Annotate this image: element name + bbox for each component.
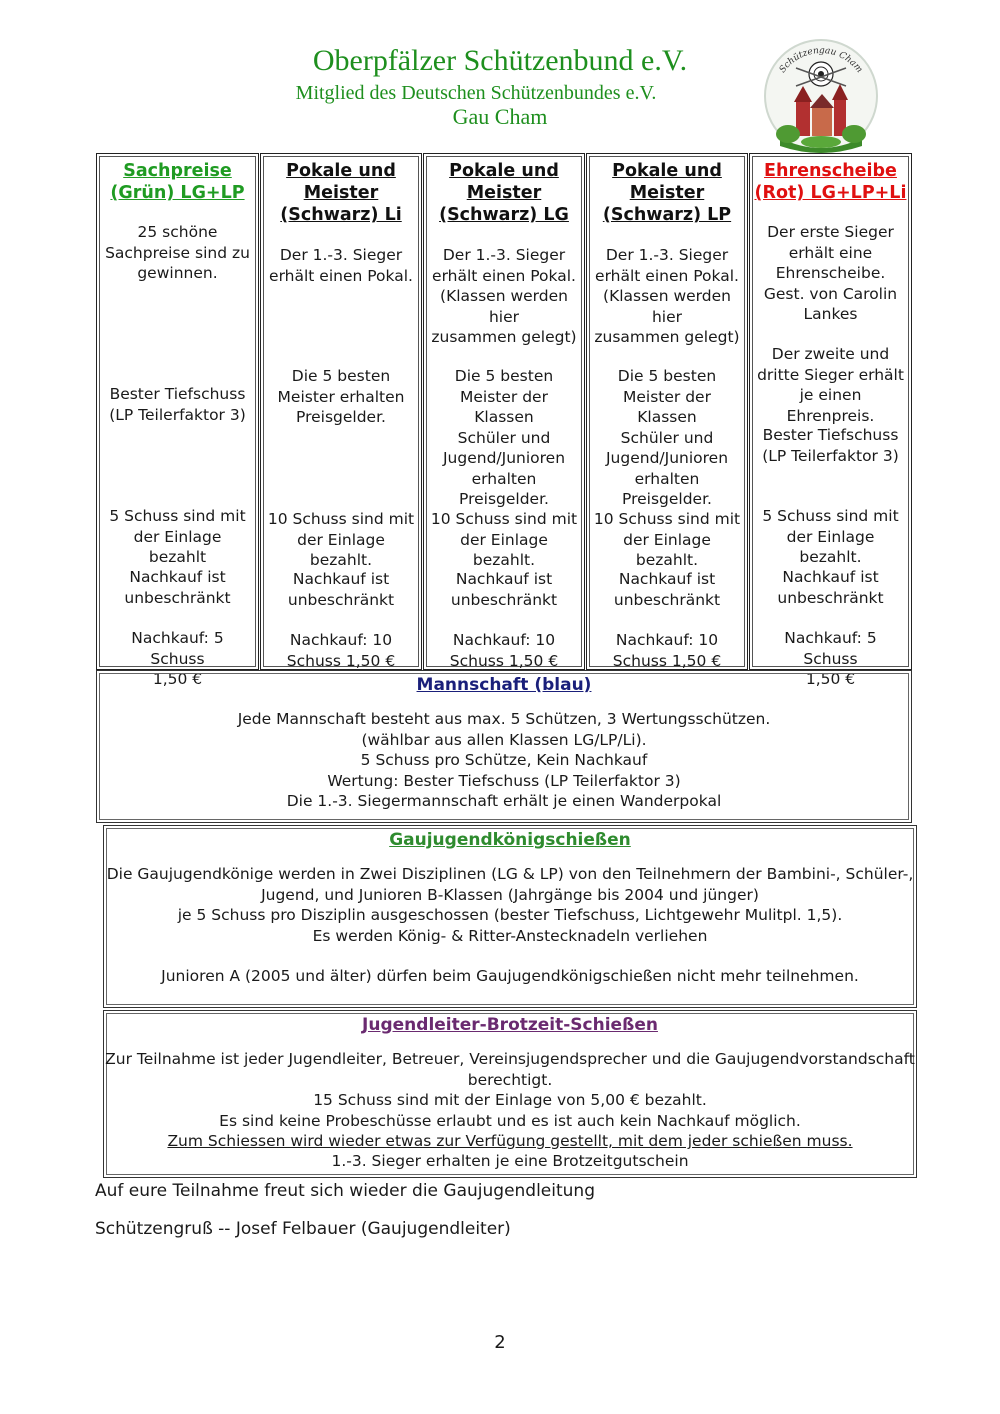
underlined-note: Zum Schiessen wird wieder etwas zur Verfügung gestellt, mit dem jeder schießen muss. (167, 1132, 853, 1151)
koenigschiessen-section (103, 825, 917, 1008)
text-block: 25 schöne Sachpreise sind zu gewinnen. (105, 223, 250, 282)
text-block: Bester Tiefschuss (LP Teilerfaktor 3) (762, 426, 899, 465)
text-block: 10 Schuss sind mit der Einlage bezahlt. (593, 510, 741, 569)
column-title: Sachpreise (Grün) LG+LP (110, 161, 245, 203)
text-block: Der zweite und dritte Sieger erhält je einen Ehrenpreis. (757, 345, 904, 425)
section-title: Mannschaft (blau) (416, 675, 592, 695)
text-block: Die 5 besten Meister der Klassen Schüler und Jugend/Junioren erhalten Preisgelder. (605, 367, 729, 508)
section-title: Jugendleiter-Brotzeit-Schießen (362, 1015, 658, 1035)
org-subtitle: Mitglied des Deutschen Schützenbundes e.V. (295, 82, 657, 104)
section-body: Jede Mannschaft besteht aus max. 5 Schützen, 3 Wertungsschützen. (wählbar aus allen Klassen LG/LP/Li). 5 Schuss pro Schütze, Kein Nachkauf Wertung: Bester Tiefschuss (LP Teilerfaktor 3) Die 1.-3. Siegermannschaft erhält je einen Wanderpokal (237, 710, 771, 811)
text-block: Nachkauf: 10 Schuss 1,50 € (286, 631, 396, 670)
column-pokale-lp (586, 153, 748, 670)
column-ehrenscheibe (749, 153, 912, 688)
text-block: 5 Schuss sind mit der Einlage bezahlt (109, 507, 246, 566)
letterhead (0, 0, 1000, 150)
text-block: Der 1.-3. Sieger erhält einen Pokal. (Klassen werden hier zusammen gelegt) (594, 246, 740, 346)
column-sachpreise (96, 153, 259, 688)
text-block: 10 Schuss sind mit der Einlage bezahlt. (267, 510, 415, 569)
text-block: Nachkauf ist unbeschränkt (613, 570, 721, 609)
logo-text: Schützengau Cham (777, 45, 865, 75)
org-title: Oberpfälzer Schützenbund e.V. (312, 44, 688, 77)
text-block: Nachkauf ist unbeschränkt (287, 570, 395, 609)
text-block: 5 Schuss sind mit der Einlage bezahlt. (762, 507, 899, 566)
club-logo (758, 38, 884, 156)
brotzeit-section (103, 1010, 917, 1178)
text-block: Die 5 besten Meister der Klassen Schüler und Jugend/Junioren erhalten Preisgelder. (442, 367, 566, 508)
column-title: Pokale und Meister (Schwarz) LP (602, 161, 732, 225)
text-block: Nachkauf: 5 Schuss 1,50 € (131, 629, 224, 688)
text-block: Der 1.-3. Sieger erhält einen Pokal. (Klassen werden hier zusammen gelegt) (431, 246, 577, 346)
column-title: Pokale und Meister (Schwarz) LG (439, 161, 569, 225)
text-block: Bester Tiefschuss (LP Teilerfaktor 3) (109, 385, 246, 424)
text-block: Nachkauf ist unbeschränkt (450, 570, 558, 609)
page-number: 2 (494, 1332, 506, 1353)
column-title: Pokale und Meister (Schwarz) Li (280, 161, 402, 225)
column-pokale-lg (423, 153, 585, 670)
text-block: Nachkauf: 10 Schuss 1,50 € (449, 631, 559, 670)
section-title: Gaujugendkönigschießen (389, 830, 631, 850)
closing-line: Auf eure Teilnahme freut sich wieder die Gaujugendleitung (95, 1181, 595, 1201)
text-block: Nachkauf ist unbeschränkt (124, 568, 231, 607)
text-block: Nachkauf: 10 Schuss 1,50 € (612, 631, 722, 670)
region-name: Gau Cham (452, 104, 548, 129)
text-block: Nachkauf: 5 Schuss 1,50 € (784, 629, 877, 688)
signature-line: Schützengruß -- Josef Felbauer (Gaujugendleiter) (95, 1219, 511, 1239)
column-pokale-li (260, 153, 422, 670)
text-block: Die 5 besten Meister erhalten Preisgelder. (277, 367, 405, 426)
text-block: Nachkauf ist unbeschränkt (777, 568, 884, 607)
section-body: Die Gaujugendkönige werden in Zwei Disziplinen (LG & LP) von den Teilnehmern der Bambini-, Schüler-, Jugend, und Junioren B-Klassen (Jahrgänge bis 2004 und jünger) je 5 Schuss pro Disziplin ausgeschossen (bester Tiefschuss, Lichtgewehr Mulitpl. 1,5). Es werden König- & Ritter-Anstecknadeln verliehen Junioren A (2005 und älter) dürfen beim Gaujugendkönigschießen nicht mehr teilnehmen. (106, 865, 914, 986)
column-title: Ehrenscheibe (Rot) LG+LP+Li (754, 161, 907, 203)
text-block: Der erste Sieger erhält eine Ehrenscheibe. Gest. von Carolin Lankes (763, 223, 898, 323)
section-body: Zur Teilnahme ist jeder Jugendleiter, Betreuer, Vereinsjugendsprecher und die Gaujugendvorstandschaft berechtigt. 15 Schuss sind mit der Einlage von 5,00 € bezahlt. Es sind keine Probeschüsse erlaubt und es ist auch kein Nachkauf möglich. Zum Schiessen wird wieder etwas zur Verfügung gestellt, mit dem jeder schießen muss. 1.-3. Sieger erhalten je eine Brotzeitgutschein (105, 1050, 915, 1171)
text-block: 10 Schuss sind mit der Einlage bezahlt. (430, 510, 578, 569)
text-block: Der 1.-3. Sieger erhält einen Pokal. (269, 246, 413, 285)
mannschaft-section (96, 670, 912, 823)
